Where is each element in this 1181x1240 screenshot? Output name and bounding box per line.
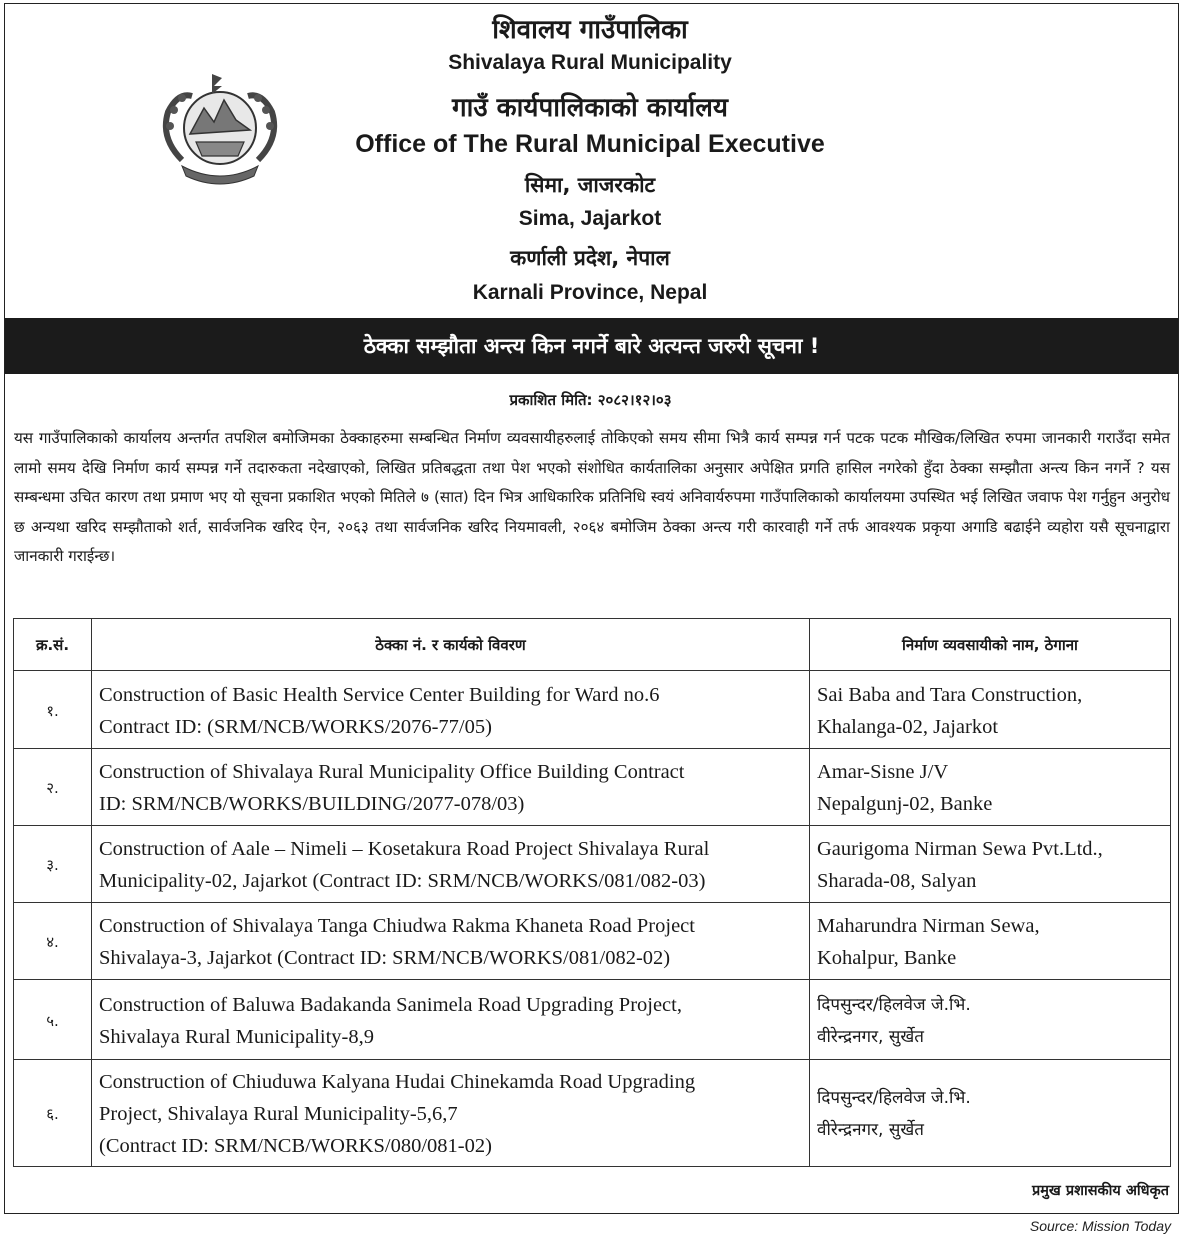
description-line: Project, Shivalaya Rural Municipality-5,6,7 [99,1103,458,1125]
description-line: Shivalaya-3, Jajarkot (Contract ID: SRM/NCB/WORKS/081/082-02) [99,947,671,969]
row-contractor [810,749,1171,826]
place-np: सिमा, जाजरकोट [524,173,656,197]
place-en: Sima, Jajarkot [518,207,662,230]
description-line: Construction of Aale – Nimeli – Kosetakura Road Project Shivalaya Rural [99,838,710,860]
table-row [14,671,1171,749]
description-line: Shivalaya Rural Municipality-8,9 [99,1025,374,1048]
row-sn: १. [14,671,92,749]
table-row [14,1060,1171,1167]
row-contractor [810,826,1171,903]
notice-title-banner: ठेक्का सम्झौता अन्त्य किन नगर्ने बारे अत्यन्त जरुरी सूचना ! [5,318,1178,374]
description-line: ID: SRM/NCB/WORKS/BUILDING/2077-078/03) [99,793,525,815]
description-line: Construction of Shivalaya Tanga Chiudwa Rakma Khaneta Road Project [99,915,695,937]
col-header-sn: क्र.सं. [14,619,92,671]
description-line: Construction of Shivalaya Rural Municipality Office Building Contract [99,761,685,783]
nepal-emblem-icon [152,68,288,186]
published-date: प्रकाशित मिति: २०८२।१२।०३ [509,391,672,409]
description-line: Construction of Basic Health Service Center Building for Ward no.6 [99,683,660,706]
row-description [92,1060,810,1167]
contractor-line: Nepalgunj-02, Banke [817,793,993,815]
row-sn: ४. [14,903,92,980]
table-header-row [14,619,1171,671]
contractor-line: वीरेन्द्रनगर, सुर्खेत [817,1120,924,1140]
row-sn: २. [14,749,92,826]
row-sn: ३. [14,826,92,903]
row-contractor [810,671,1171,749]
source-credit: Source: Mission Today [1029,1218,1171,1234]
office-name-en: Office of The Rural Municipal Executive [355,130,825,158]
contracts-table [13,618,1171,1167]
contractor-line: दिपसुन्दर/हिलवेज जे.भि. [817,994,971,1015]
contractor-line: Khalanga-02, Jajarkot [817,715,999,738]
row-contractor [810,903,1171,980]
contractor-line: Kohalpur, Banke [817,947,957,969]
contractor-line: Sharada-08, Salyan [817,870,977,892]
description-line: Construction of Chiuduwa Kalyana Hudai Chinekamda Road Upgrading [99,1071,696,1093]
table-row [14,903,1171,980]
contractor-line: Maharundra Nirman Sewa, [817,915,1040,937]
contractor-line: वीरेन्द्रनगर, सुर्खेत [817,1026,924,1047]
description-line: Contract ID: (SRM/NCB/WORKS/2076-77/05) [99,715,492,738]
row-description [92,826,810,903]
row-sn: ६. [14,1060,92,1167]
notice-body: यस गाउँपालिकाको कार्यालय अन्तर्गत तपशिल बमोजिमका ठेक्काहरुमा सम्बन्धित निर्माण व्यवसायीहरुलाई तोकिएको समय सीमा भित्रै कार्य सम्पन्न गर्न पटक पटक मौखिक/लिखित रुपमा जानकारी गराउँदा समेत लामो समय देखि निर्माण कार्य सम्पन्न गर्ने तदारुकता नदेखाएको, लिखित प्रतिबद्धता तथा पेश भएको संशोधित कार्यतालिका अनुसार अपेक्षित प्रगति हासिल नगरेको हुँदा ठेक्का सम्झौता अन्त्य किन नगर्ने ? यस सम्बन्धमा उचित कारण तथा प्रमाण भए यो सूचना प्रकाशित भएको मितिले ७ (सात) दिन भित्र आधिकारिक प्रतिनिधि स्वयं अनिवार्यरुपमा गाउँपालिकाको कार्यालयमा उपस्थित भई लिखित जवाफ पेश गर्नुहुन अनुरोध छ अन्यथा खरिद सम्झौताको शर्त, सार्वजनिक खरिद ऐन, २०६३ तथा सार्वजनिक खरिद नियमावली, २०६४ बमोजिम ठेक्का अन्त्य गरी कारवाही गर्ने तर्फ आवश्यक प्रकृया अगाडि बढाईने व्यहोरा यसै सूचनाद्वारा जानकारी गराईन्छ। [14,429,1170,565]
table-row [14,749,1171,826]
row-description [92,980,810,1060]
row-description [92,671,810,749]
description-line: Municipality-02, Jajarkot (Contract ID: SRM/NCB/WORKS/081/082-03) [99,870,706,892]
description-line: Construction of Baluwa Badakanda Sanimela Road Upgrading Project, [99,993,682,1016]
municipality-name-en: Shivalaya Rural Municipality [448,51,732,74]
office-name-np: गाउँ कार्यपालिकाको कार्यालय [452,93,728,123]
row-description [92,903,810,980]
col-header-contractor: निर्माण व्यवसायीको नाम, ठेगाना [810,619,1171,671]
description-line: (Contract ID: SRM/NCB/WORKS/080/081-02) [99,1135,492,1157]
signatory-title: प्रमुख प्रशासकीय अधिकृत [1032,1183,1169,1199]
row-contractor [810,980,1171,1060]
province-en: Karnali Province, Nepal [472,281,708,304]
table-row [14,980,1171,1060]
contractor-line: Amar-Sisne J/V [817,761,949,783]
contractor-line: दिपसुन्दर/हिलवेज जे.भि. [817,1088,971,1108]
table-row [14,826,1171,903]
contractor-line: Sai Baba and Tara Construction, [817,683,1083,706]
row-sn: ५. [14,980,92,1060]
contractor-line: Gaurigoma Nirman Sewa Pvt.Ltd., [817,838,1103,860]
row-contractor [810,1060,1171,1167]
row-description [92,749,810,826]
province-np: कर्णाली प्रदेश, नेपाल [510,246,670,270]
municipality-name-np: शिवालय गाउँपालिका [492,15,688,45]
col-header-description: ठेक्का नं. र कार्यको विवरण [92,619,810,671]
